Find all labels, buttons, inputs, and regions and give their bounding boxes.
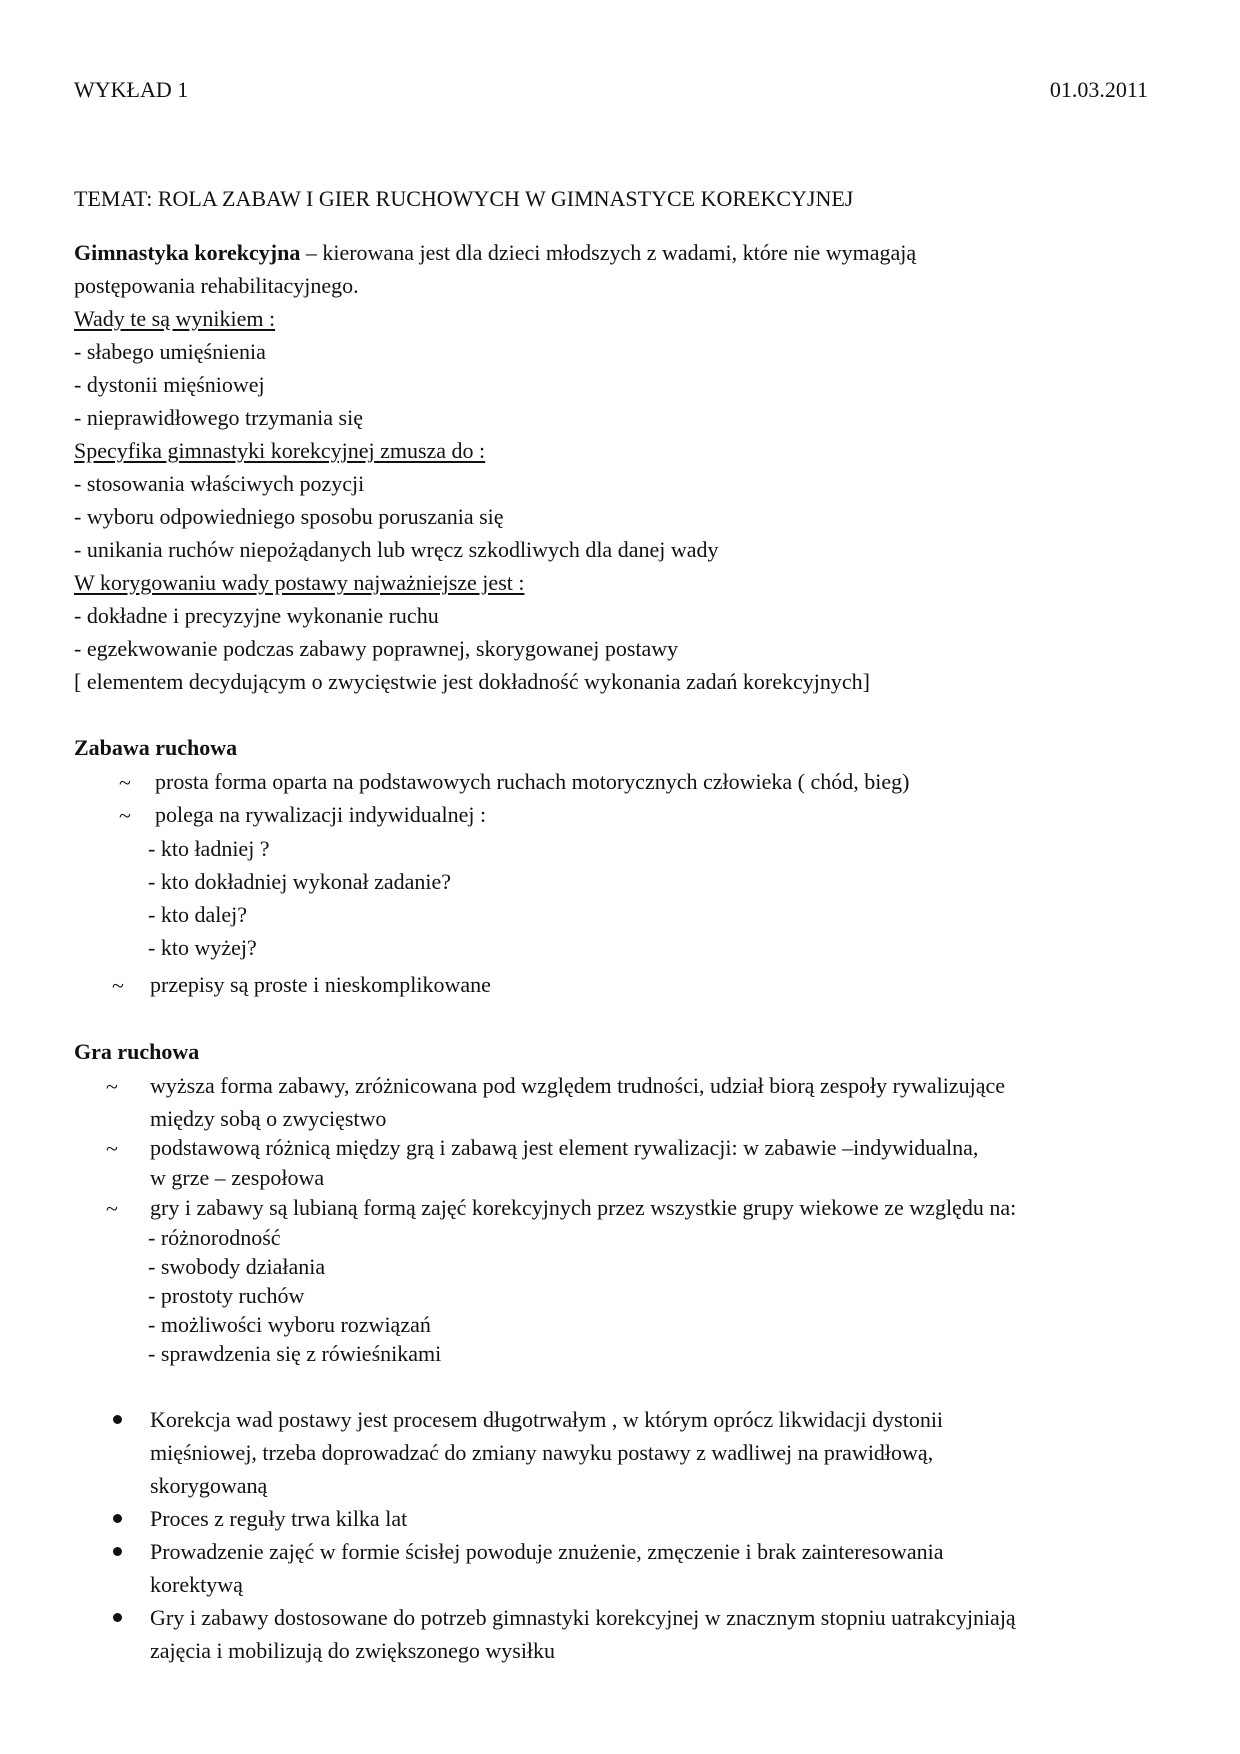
zabawa-item: polega na rywalizacji indywidualnej : <box>155 802 487 827</box>
gra-item: gry i zabawy są lubianą formą zajęć korekcyjnych przez wszystkie grupy wiekowe ze względu na: <box>150 1195 1017 1220</box>
zabawa-subitem: - kto wyżej? <box>148 935 257 960</box>
intro-line-1 <box>74 242 916 264</box>
correction-note: [ elementem decydującym o zwycięstwie jest dokładność wykonania zadań korekcyjnych] <box>74 669 870 694</box>
zabawa-subitem: - kto ładniej ? <box>148 836 270 861</box>
specifics-item: - unikania ruchów niepożądanych lub wręcz szkodliwych dla danej wady <box>74 537 719 562</box>
term-gimnastyka: Gimnastyka korekcyjna <box>74 240 301 265</box>
lecture-date: 01.03.2011 <box>1049 77 1148 102</box>
tilde-bullet: ~ <box>119 770 131 795</box>
bullet-line: Korekcja wad postawy jest procesem długotrwałym , w którym oprócz likwidacji dystonii <box>150 1407 944 1432</box>
intro-line-2: postępowania rehabilitacyjnego. <box>74 273 359 298</box>
bullet-line: Prowadzenie zajęć w formie ścisłej powoduje znużenie, zmęczenie i brak zainteresowania <box>150 1539 944 1564</box>
bullet-dot <box>113 1547 122 1556</box>
tilde-bullet: ~ <box>106 1196 118 1221</box>
gra-heading: Gra ruchowa <box>74 1039 200 1064</box>
term-definition: – kierowana jest dla dzieci młodszych z wadami, które nie wymagają <box>300 240 917 265</box>
correction-heading: W korygowaniu wady postawy najważniejsze jest : <box>74 570 525 595</box>
lecture-label: WYKŁAD 1 <box>74 77 189 102</box>
gra-item-continued: w grze – zespołowa <box>150 1165 325 1190</box>
specifics-item: - wyboru odpowiedniego sposobu poruszania się <box>74 504 504 529</box>
specifics-item: - stosowania właściwych pozycji <box>74 471 365 496</box>
correction-item: - egzekwowanie podczas zabawy poprawnej, skorygowanej postawy <box>74 636 679 661</box>
bullet-line: zajęcia i mobilizują do zwiększonego wysiłku <box>150 1638 556 1663</box>
zabawa-heading: Zabawa ruchowa <box>74 735 238 760</box>
defect-item: - nieprawidłowego trzymania się <box>74 405 363 430</box>
topic-title: TEMAT: ROLA ZABAW I GIER RUCHOWYCH W GIMNASTYCE KOREKCYJNEJ <box>74 186 854 211</box>
gra-subitem: - możliwości wyboru rozwiązań <box>148 1312 431 1337</box>
gra-subitem: - różnorodność <box>148 1225 281 1250</box>
defects-heading: Wady te są wynikiem : <box>74 306 276 331</box>
defect-item: - dystonii mięśniowej <box>74 372 265 397</box>
tilde-bullet: ~ <box>119 803 131 828</box>
bullet-dot <box>113 1613 122 1622</box>
tilde-bullet: ~ <box>106 1074 118 1099</box>
bullet-line: korektywą <box>150 1572 243 1597</box>
bullet-line: skorygowaną <box>150 1473 268 1498</box>
zabawa-item: przepisy są proste i nieskomplikowane <box>150 972 491 997</box>
gra-subitem: - prostoty ruchów <box>148 1283 305 1308</box>
gra-item: wyższa forma zabawy, zróżnicowana pod względem trudności, udział biorą zespoły rywalizujące <box>150 1073 1005 1098</box>
gra-subitem: - swobody działania <box>148 1254 326 1279</box>
zabawa-subitem: - kto dokładniej wykonał zadanie? <box>148 869 452 894</box>
gra-subitem: - sprawdzenia się z rówieśnikami <box>148 1341 442 1366</box>
bullet-dot <box>113 1415 122 1424</box>
bullet-line: Proces z reguły trwa kilka lat <box>150 1506 408 1531</box>
bullet-dot <box>113 1514 122 1523</box>
gra-item-continued: między sobą o zwycięstwo <box>150 1106 387 1131</box>
tilde-bullet: ~ <box>112 973 124 998</box>
specifics-heading: Specyfika gimnastyki korekcyjnej zmusza do : <box>74 438 486 463</box>
correction-item: - dokładne i precyzyjne wykonanie ruchu <box>74 603 439 628</box>
bullet-line: mięśniowej, trzeba doprowadzać do zmiany nawyku postawy z wadliwej na prawidłową, <box>150 1440 934 1465</box>
gra-item: podstawową różnicą między grą i zabawą jest element rywalizacji: w zabawie –indywidualna, <box>150 1135 979 1160</box>
defect-item: - słabego umięśnienia <box>74 339 266 364</box>
zabawa-subitem: - kto dalej? <box>148 902 247 927</box>
tilde-bullet: ~ <box>106 1136 118 1161</box>
zabawa-item: prosta forma oparta na podstawowych ruchach motorycznych człowieka ( chód, bieg) <box>155 769 910 794</box>
bullet-line: Gry i zabawy dostosowane do potrzeb gimnastyki korekcyjnej w znacznym stopniu uatrakcyjniają <box>150 1605 1016 1630</box>
